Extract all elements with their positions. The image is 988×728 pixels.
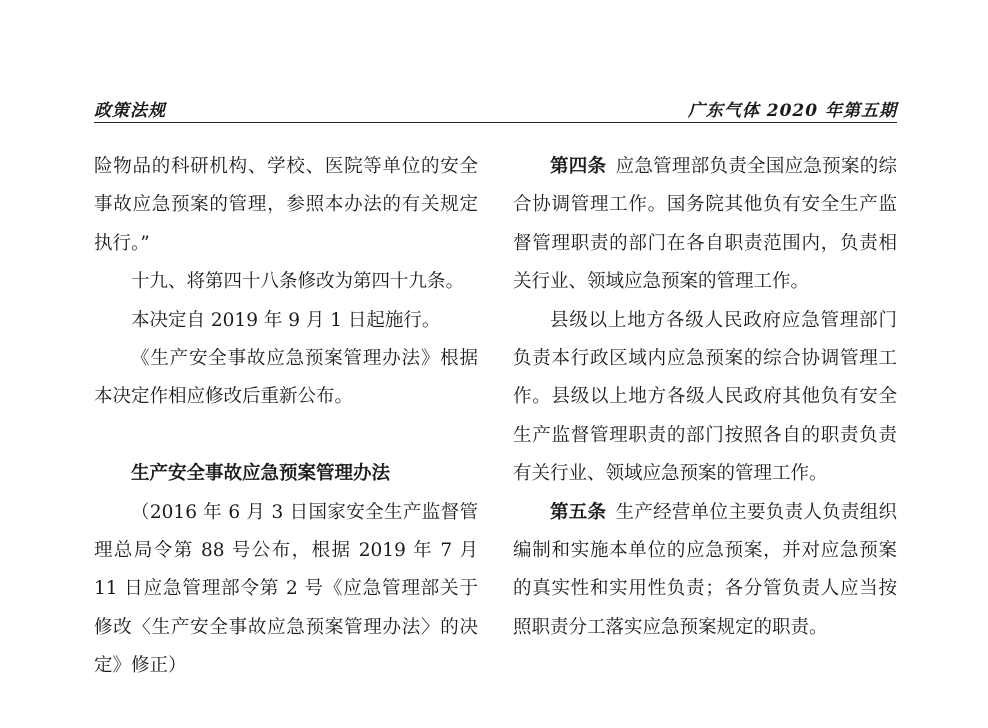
article-5-number: 第五条 <box>550 501 607 523</box>
page-header <box>94 94 897 123</box>
left-column <box>94 148 478 686</box>
regulation-title: 生产安全事故应急预案管理办法 <box>131 463 391 485</box>
publication-label: 广东气体 2020 年第五期 <box>687 101 897 121</box>
article-4-paragraph-2: 县级以上地方各级人民政府应急管理部门负责本行政区域内应急预案的综合协调管理工作。县级以上地方各级人民政府其他负有安全生产监督管理职责的部门按照各自的职责负责有关行业、领域应急预案的管理工作。 <box>513 309 897 485</box>
article-4-text: 应急管理部负责全国应急预案的综合协调管理工作。国务院其他负有安全生产监督管理职责的部门在各自职责范围内，负责相关行业、领域应急预案的管理工作。 <box>513 156 897 293</box>
paragraph-promulgation-note: （2016 年 6 月 3 日国家安全生产监督管理总局令第 88 号公布，根据 2019 年 7 月 11 日应急管理部令第 2 号《应急管理部关于修改〈生产安全事故应急预案管理办法〉的决定》修正） <box>94 501 478 677</box>
paragraph-effective-date: 本决定自 2019 年 9 月 1 日起施行。 <box>131 309 441 331</box>
paragraph-amendment-19: 十九、将第四十八条修改为第四十九条。 <box>131 271 465 293</box>
article-5-text: 生产经营单位主要负责人负责组织编制和实施本单位的应急预案，并对应急预案的真实性和实用性负责；各分管负责人应当按照职责分工落实应急预案规定的职责。 <box>513 501 897 638</box>
right-column <box>513 148 897 647</box>
paragraph-continuation: 险物品的科研机构、学校、医院等单位的安全事故应急预案的管理，参照本办法的有关规定执行。” <box>94 156 478 254</box>
article-4-number: 第四条 <box>550 156 607 177</box>
article-5 <box>513 494 897 648</box>
article-4 <box>513 148 897 302</box>
section-label: 政策法规 <box>94 101 166 121</box>
paragraph-republish: 《生产安全事故应急预案管理办法》根据本决定作相应修改后重新公布。 <box>94 348 478 408</box>
spacer <box>94 417 478 455</box>
